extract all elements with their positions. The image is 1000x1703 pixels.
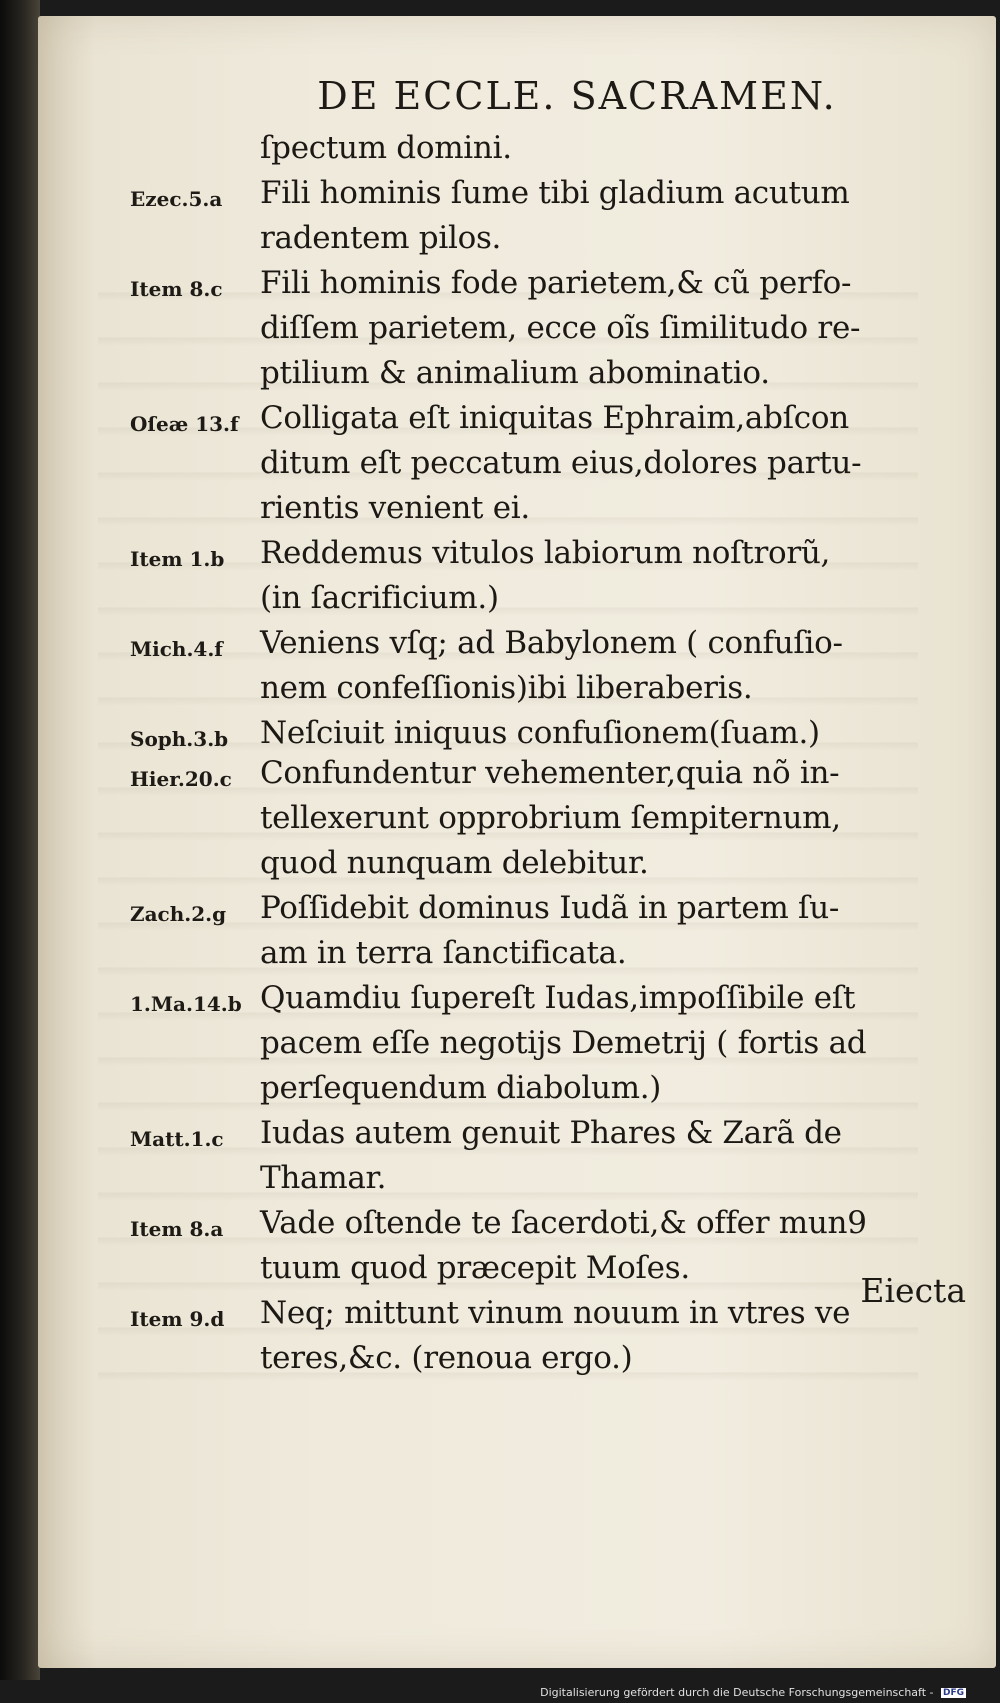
text-line — [38, 1199, 996, 1244]
line-text: Neſciuit iniquus confuſionem(ſuam.) — [260, 715, 820, 751]
line-text: Confundentur vehementer,quia nõ in- — [260, 755, 840, 791]
text-line — [38, 1244, 996, 1289]
text-line — [38, 349, 996, 394]
text-line — [38, 484, 996, 529]
text-block — [38, 124, 996, 1379]
text-line — [38, 394, 996, 439]
line-text: Fili hominis fode parietem,& cũ perfo- — [260, 265, 852, 301]
text-line — [38, 1334, 996, 1379]
text-line — [38, 619, 996, 664]
margin-reference: Item 9.d — [130, 1307, 225, 1331]
line-text: pacem eſſe negotijs Demetrij ( fortis ad — [260, 1025, 867, 1061]
margin-reference: Hier.20.c — [130, 767, 232, 791]
line-text: Reddemus vitulos labiorum noſtrorũ, — [260, 535, 831, 571]
line-text: radentem pilos. — [260, 220, 502, 256]
margin-reference: 1.Ma.14.b — [130, 992, 242, 1016]
line-text: perſequendum diabolum.) — [260, 1070, 662, 1106]
text-line — [38, 664, 996, 709]
line-text: Iudas autem genuit Phares & Zarã de — [260, 1115, 842, 1151]
text-line — [38, 1154, 996, 1199]
text-line — [38, 124, 996, 169]
text-line — [38, 709, 996, 749]
line-text: rientis venient ei. — [260, 490, 530, 526]
margin-reference: Zach.2.g — [130, 902, 227, 926]
line-text: Vade oſtende te ſacerdoti,& offer mun9 — [260, 1205, 867, 1241]
text-line — [38, 304, 996, 349]
margin-reference: Soph.3.b — [130, 727, 229, 751]
text-line — [38, 169, 996, 214]
text-line — [38, 1019, 996, 1064]
catchword: Eiecta — [860, 1271, 966, 1310]
line-text: am in terra ſanctificata. — [260, 935, 627, 971]
margin-reference: Oſeæ 13.f — [130, 412, 239, 436]
text-line — [38, 884, 996, 929]
line-text: teres,&c. (renoua ergo.) — [260, 1340, 633, 1376]
book-gutter-edge — [0, 0, 40, 1680]
text-line — [38, 1289, 996, 1334]
line-text: ptilium & animalium abominatio. — [260, 355, 770, 391]
margin-reference: Ezec.5.a — [130, 187, 223, 211]
text-line — [38, 749, 996, 794]
text-line — [38, 794, 996, 839]
line-text: ſpectum domini. — [260, 130, 512, 166]
digitization-credit — [540, 1686, 966, 1699]
line-text: diſſem parietem, ecce oĩs ſimilitudo re- — [260, 310, 861, 346]
line-text: nem confeſſionis)ibi liberaberis. — [260, 670, 753, 706]
line-text: Poſſidebit dominus Iudã in partem ſu- — [260, 890, 840, 926]
book-page — [38, 16, 996, 1668]
line-text: (in ſacrificium.) — [260, 580, 499, 616]
text-line — [38, 1109, 996, 1154]
margin-reference: Item 8.a — [130, 1217, 224, 1241]
text-line — [38, 1064, 996, 1109]
text-line — [38, 974, 996, 1019]
line-text: Neq; mittunt vinum nouum in vtres ve — [260, 1295, 851, 1331]
line-text: Thamar. — [260, 1160, 387, 1196]
line-text: Fili hominis ſume tibi gladium acutum — [260, 175, 850, 211]
margin-reference: Mich.4.f — [130, 637, 223, 661]
text-line — [38, 439, 996, 484]
line-text: Veniens vſq; ad Babylonem ( confuſio- — [260, 625, 843, 661]
text-line — [38, 529, 996, 574]
text-line — [38, 929, 996, 974]
text-line — [38, 214, 996, 259]
line-text: quod nunquam delebitur. — [260, 845, 649, 881]
text-line — [38, 574, 996, 619]
running-head: DE ECCLE. SACRAMEN. — [317, 74, 837, 118]
text-line — [38, 259, 996, 304]
text-line — [38, 839, 996, 884]
line-text: tuum quod præcepit Moſes. — [260, 1250, 690, 1286]
margin-reference: Item 8.c — [130, 277, 223, 301]
line-text: ditum eſt peccatum eius,dolores partu- — [260, 445, 862, 481]
line-text: Colligata eſt iniquitas Ephraim,abſcon — [260, 400, 849, 436]
line-text: tellexerunt opprobrium ſempiternum, — [260, 800, 841, 836]
credit-text: Digitalisierung gefördert durch die Deutsche Forschungsgemeinschaft - — [540, 1686, 934, 1699]
line-text: Quamdiu ſupereſt Iudas,impoſſibile eſt — [260, 980, 856, 1016]
margin-reference: Item 1.b — [130, 547, 225, 571]
dfg-logo: DFG — [942, 1688, 964, 1698]
margin-reference: Matt.1.c — [130, 1127, 224, 1151]
